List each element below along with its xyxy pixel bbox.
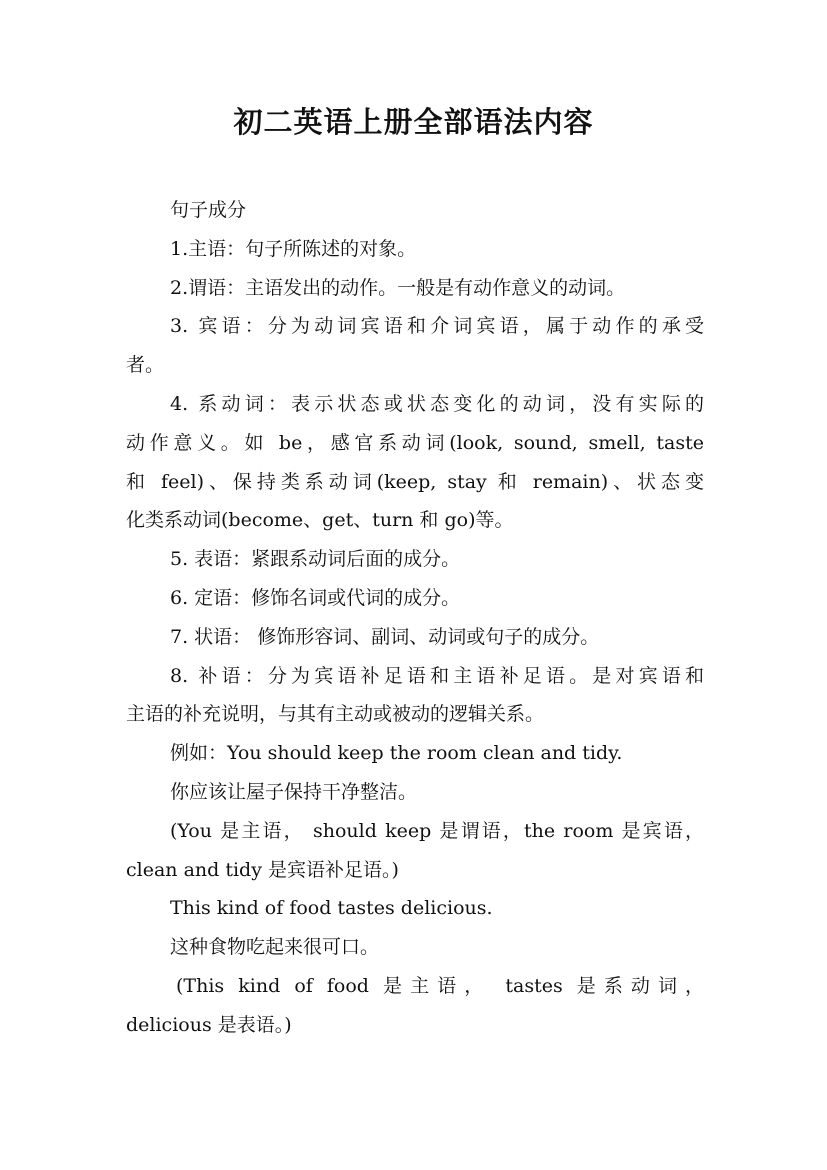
translation-line: 你应该让屋子保持干净整洁。 <box>170 780 418 803</box>
document-body <box>126 191 704 1045</box>
translation-line: 这种食物吃起来很可口。 <box>170 936 380 959</box>
text-line: 动作意义。如 be，感官系动词(look, sound, smell, taste <box>126 431 704 454</box>
section-heading: 句子成分 <box>170 199 247 221</box>
text-line: 2.谓语：主语发出的动作。一般是有动作意义的动词。 <box>170 276 626 299</box>
text-line: 6. 定语：修饰名词或代词的成分。 <box>170 586 461 609</box>
example-line: This kind of food tastes delicious. <box>170 897 493 920</box>
explanation-line: delicious 是表语。) <box>126 1013 292 1036</box>
text-line: 和 feel)、保持类系动词(keep, stay 和 remain)、状态变 <box>126 470 704 493</box>
text-line: 5. 表语：紧跟系动词后面的成分。 <box>170 548 461 571</box>
explanation-line: clean and tidy 是宾语补足语。) <box>126 858 399 881</box>
document-title: 初二英语上册全部语法内容 <box>233 105 594 139</box>
text-line: 7. 状语： 修饰形容词、副词、动词或句子的成分。 <box>170 625 600 648</box>
text-line: 4. 系动词：表示状态或状态变化的动词，没有实际的 <box>170 392 704 415</box>
text-line: 化类系动词(become、get、turn 和 go)等。 <box>126 509 514 532</box>
text-line: 者。 <box>126 354 165 377</box>
explanation-line: (You 是主语， should keep 是谓语，the room 是宾语， <box>170 819 704 842</box>
text-line: 3. 宾语：分为动词宾语和介词宾语，属于动作的承受 <box>170 315 704 338</box>
text-line: 主语的补充说明，与其有主动或被动的逻辑关系。 <box>126 703 545 726</box>
example-line: 例如：You should keep the room clean and tidy. <box>170 742 623 765</box>
text-line: 8. 补语：分为宾语补足语和主语补足语。是对宾语和 <box>170 664 704 687</box>
text-line: 1.主语：句子所陈述的对象。 <box>170 237 417 260</box>
explanation-line: (This kind of food 是主语， tastes 是系动词， <box>176 974 704 997</box>
